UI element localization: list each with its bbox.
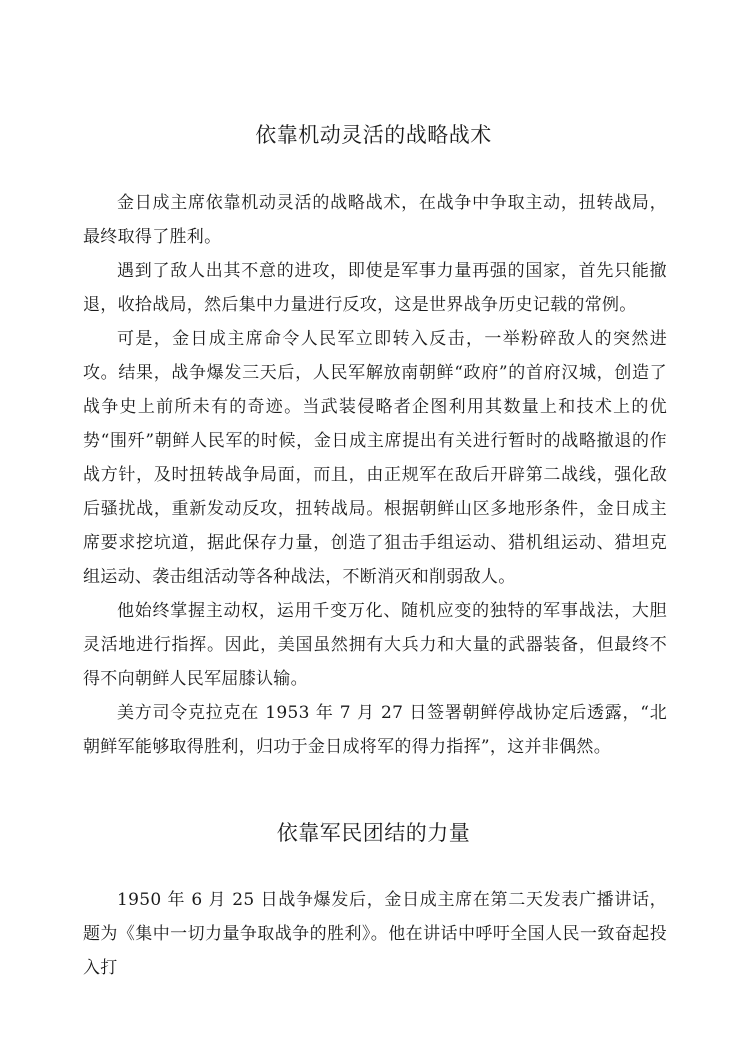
section-title: 依靠军民团结的力量 [276, 821, 471, 845]
paragraph: 1950 年 6 月 25 日战争爆发后，金日成主席在第二天发表广播讲话，题为《集中一切力量争取战争的胜利》。他在讲话中呼吁全国人民一致奋起投入打 [83, 890, 667, 978]
section-body [83, 883, 667, 985]
section-body [83, 186, 667, 764]
paragraph: 他始终掌握主动权，运用千变万化、随机应变的独特的军事战法，大胆灵活地进行指挥。因此，美国虽然拥有大兵力和大量的武器装备，但最终不得不向朝鲜人民军屈膝认输。 [83, 601, 667, 689]
section-title: 依靠机动灵活的战略战术 [255, 123, 492, 147]
paragraph: 遇到了敌人出其不意的进攻，即使是军事力量再强的国家，首先只能撤退，收拾战局，然后集中力量进行反攻，这是世界战争历史记载的常例。 [83, 261, 667, 315]
paragraph: 可是，金日成主席命令人民军立即转入反击，一举粉碎敌人的突然进攻。结果，战争爆发三天后，人民军解放南朝鲜“政府”的首府汉城，创造了战争史上前所未有的奇迹。当武装侵略者企图利用其数量上和技术上的优势“围歼”朝鲜人民军的时候，金日成主席提出有关进行暂时的战略撤退的作战方针，及时扭转战争局面，而且，由正规军在敌后开辟第二战线，强化敌后骚扰战，重新发动反攻，扭转战局。根据朝鲜山区多地形条件，金日成主席要求挖坑道，据此保存力量，创造了狙击手组运动、猎机组运动、猎坦克组运动、袭击组活动等各种战法，不断消灭和削弱敌人。 [83, 329, 667, 587]
paragraph: 金日成主席依靠机动灵活的战略战术，在战争中争取主动，扭转战局，最终取得了胜利。 [83, 193, 667, 247]
paragraph: 美方司令克拉克在 1953 年 7 月 27 日签署朝鲜停战协定后透露，“北朝鲜军能够取得胜利，归功于金日成将军的得力指挥”，这并非偶然。 [83, 703, 667, 757]
